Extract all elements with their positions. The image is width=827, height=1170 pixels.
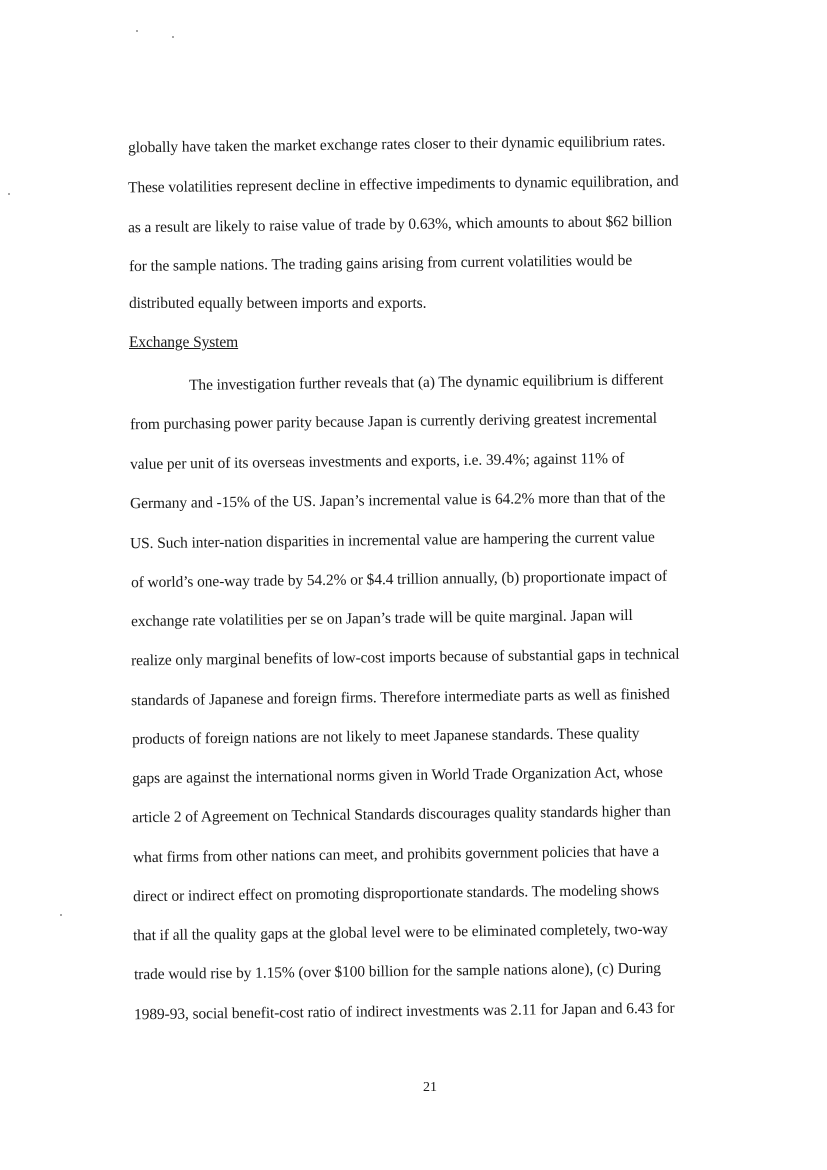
body-line: US. Such inter-nation disparities in incremental value are hampering the current value xyxy=(129,528,655,553)
scan-speck xyxy=(8,193,10,195)
body-line: globally have taken the market exchange rates closer to their dynamic equilibrium rates. xyxy=(127,132,666,157)
scan-speck xyxy=(136,30,138,32)
body-line: products of foreign nations are not likely to meet Japanese standards. These quality xyxy=(131,724,640,749)
body-line: realize only marginal benefits of low-cost imports because of substantial gaps in technical xyxy=(130,645,680,670)
body-line: The investigation further reveals that (a) The dynamic equilibrium is different xyxy=(188,371,664,394)
body-line: of world’s one-way trade by 54.2% or $4.4 trillion annually, (b) proportionate impact of xyxy=(130,567,668,592)
body-line: exchange rate volatilities per se on Japan’s trade will be quite marginal. Japan will xyxy=(130,606,633,631)
scan-speck xyxy=(60,914,62,916)
body-line: as a result are likely to raise value of trade by 0.63%, which amounts to about $62 billion xyxy=(127,212,673,237)
body-line: 1989-93, social benefit-cost ratio of indirect investments was 2.11 for Japan and 6.43 for xyxy=(133,999,675,1024)
page-number: 21 xyxy=(423,1080,437,1095)
body-line: distributed equally between imports and exports. xyxy=(129,295,427,312)
body-line: article 2 of Agreement on Technical Standards discourages quality standards higher than xyxy=(131,802,671,827)
body-line: for the sample nations. The trading gains arising from current volatilities would be xyxy=(128,251,633,276)
body-line: what firms from other nations can meet, and prohibits government policies that have a xyxy=(132,842,660,867)
body-line: These volatilities represent decline in effective impediments to dynamic equilibration, and xyxy=(127,172,679,197)
body-line: from purchasing power parity because Japan is currently deriving greatest incremental xyxy=(129,409,658,434)
body-line: direct or indirect effect on promoting disproportionate standards. The modeling shows xyxy=(132,881,660,906)
body-line: Germany and -15% of the US. Japan’s incremental value is 64.2% more than that of the xyxy=(129,488,666,513)
body-line: standards of Japanese and foreign firms. Therefore intermediate parts as well as finished xyxy=(130,685,670,710)
body-line: trade would rise by 1.15% (over $100 billion for the sample nations alone), (c) During xyxy=(133,959,661,984)
body-line: that if all the quality gaps at the global level were to be eliminated completely, two-way xyxy=(132,920,668,945)
scan-speck xyxy=(172,36,174,38)
section-heading: Exchange System xyxy=(129,334,239,351)
body-line: value per unit of its overseas investments and exports, i.e. 39.4%; against 11% of xyxy=(129,449,625,474)
body-line: gaps are against the international norms given in World Trade Organization Act, whose xyxy=(131,763,663,788)
